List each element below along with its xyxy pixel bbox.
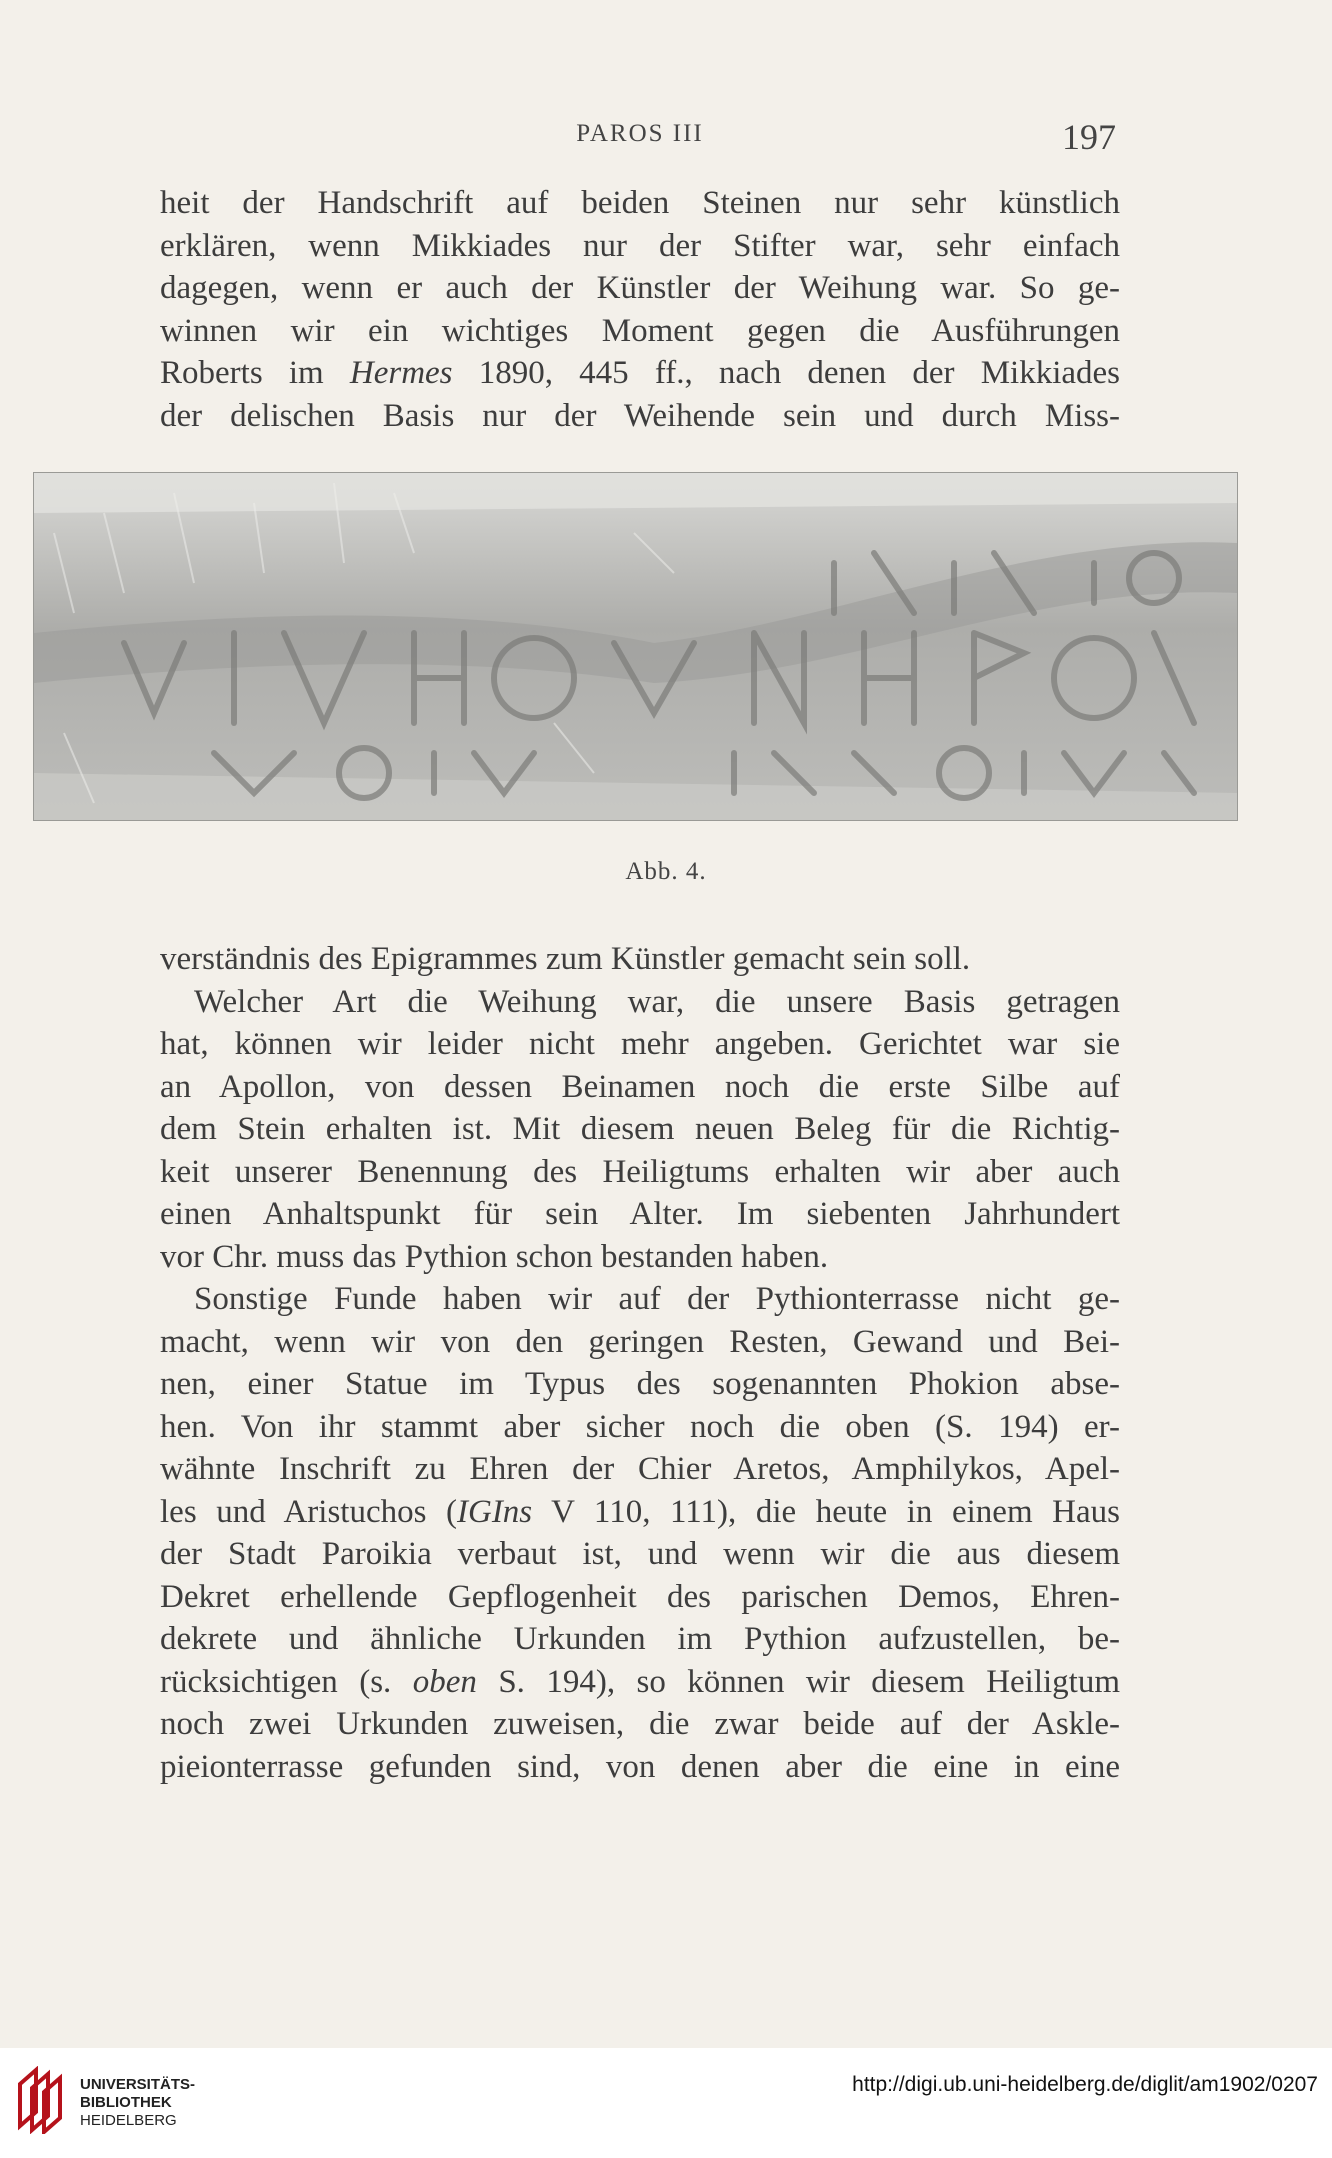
text-run: 1890, 445 ff., nach denen der Mikkiades bbox=[478, 355, 1121, 391]
paragraph-4 bbox=[160, 1278, 1120, 1788]
text-line: hen. Von ihr stammt aber sicher noch die oben (S. 194) er- bbox=[160, 1408, 1120, 1445]
source-url[interactable]: http://digi.ub.uni-heidelberg.de/diglit/am1902/0207 bbox=[852, 2073, 1318, 2096]
italic-title-hermes: Hermes bbox=[349, 355, 453, 391]
text-line: verständnis des Epigrammes zum Künstler gemacht sein soll. bbox=[160, 941, 971, 977]
text-line: der delischen Basis nur der Weihende sein und durch Miss- bbox=[160, 397, 1120, 434]
text-line: nen, einer Statue im Typus des sogenannten Phokion abse- bbox=[160, 1366, 1120, 1402]
text-line: wähnte Inschrift zu Ehren der Chier Aretos, Amphilykos, Apel- bbox=[160, 1451, 1120, 1487]
text-run: rücksichtigen (s. bbox=[160, 1663, 392, 1700]
text-line: keit unserer Benennung des Heiligtums erhalten wir aber auch bbox=[160, 1153, 1120, 1190]
text-line: macht, wenn wir von den geringen Resten, Gewand und Bei- bbox=[160, 1323, 1120, 1360]
running-head bbox=[160, 112, 1120, 162]
running-title: PAROS III bbox=[576, 120, 704, 147]
text-run: Roberts im bbox=[160, 355, 324, 391]
italic-oben: oben bbox=[412, 1663, 477, 1700]
text-line: vor Chr. muss das Pythion schon bestanden haben. bbox=[160, 1238, 829, 1275]
text-line bbox=[160, 352, 1120, 395]
text-line: hat, können wir leider nicht mehr angeben. Gerichtet war sie bbox=[160, 1026, 1120, 1062]
library-name-line3: HEIDELBERG bbox=[80, 2112, 177, 2129]
paragraph-2 bbox=[160, 938, 1120, 981]
library-name-line1: UNIVERSITÄTS- bbox=[80, 2076, 196, 2093]
library-logo-icon bbox=[14, 2066, 70, 2134]
text-run: S. 194), so können wir diesem Heiligtum bbox=[498, 1663, 1121, 1700]
text-line: Sonstige Funde haben wir auf der Pythionterrasse nicht ge- bbox=[194, 1281, 1120, 1317]
inscription-photo bbox=[33, 472, 1238, 821]
text-line: dem Stein erhalten ist. Mit diesem neuen Beleg für die Richtig- bbox=[160, 1111, 1120, 1147]
text-line: Welcher Art die Weihung war, die unsere Basis getragen bbox=[194, 983, 1120, 1020]
text-line: an Apollon, von dessen Beinamen noch die erste Silbe auf bbox=[160, 1068, 1120, 1105]
text-line bbox=[160, 1661, 1120, 1704]
library-name-line2: BIBLIOTHEK bbox=[80, 2094, 172, 2111]
figure-caption: Abb. 4. bbox=[625, 858, 707, 885]
footer-bar bbox=[0, 2048, 1332, 2158]
page-number: 197 bbox=[1062, 117, 1116, 157]
text-line: der Stadt Paroikia verbaut ist, und wenn wir die aus diesem bbox=[160, 1536, 1120, 1572]
stone-relief-illustration bbox=[34, 473, 1237, 820]
text-line: erklären, wenn Mikkiades nur der Stifter war, sehr einfach bbox=[160, 227, 1120, 264]
library-name bbox=[80, 2076, 195, 2130]
text-line: noch zwei Urkunden zuweisen, die zwar beide auf der Askle- bbox=[160, 1706, 1120, 1742]
text-line: Dekret erhellende Gepflogenheit des parischen Demos, Ehren- bbox=[160, 1578, 1120, 1615]
text-line bbox=[160, 1491, 1120, 1534]
text-line: heit der Handschrift auf beiden Steinen nur sehr künstlich bbox=[160, 185, 1120, 221]
text-run: les und Aristuchos ( bbox=[160, 1493, 457, 1530]
paragraph-3 bbox=[160, 981, 1120, 1279]
text-line: winnen wir ein wichtiges Moment gegen die Ausführungen bbox=[160, 312, 1120, 349]
paragraph-1 bbox=[160, 182, 1120, 437]
text-line: pieionterrasse gefunden sind, von denen aber die eine in eine bbox=[160, 1748, 1120, 1785]
text-line: dagegen, wenn er auch der Künstler der Weihung war. So ge- bbox=[160, 270, 1120, 306]
text-line: dekrete und ähnliche Urkunden im Pythion aufzustellen, be- bbox=[160, 1621, 1120, 1657]
text-run: V 110, 111), die heute in einem Haus bbox=[551, 1493, 1120, 1530]
text-line: einen Anhaltspunkt für sein Alter. Im siebenten Jahrhundert bbox=[160, 1196, 1120, 1232]
italic-abbrev-igins: IGIns bbox=[457, 1493, 533, 1530]
